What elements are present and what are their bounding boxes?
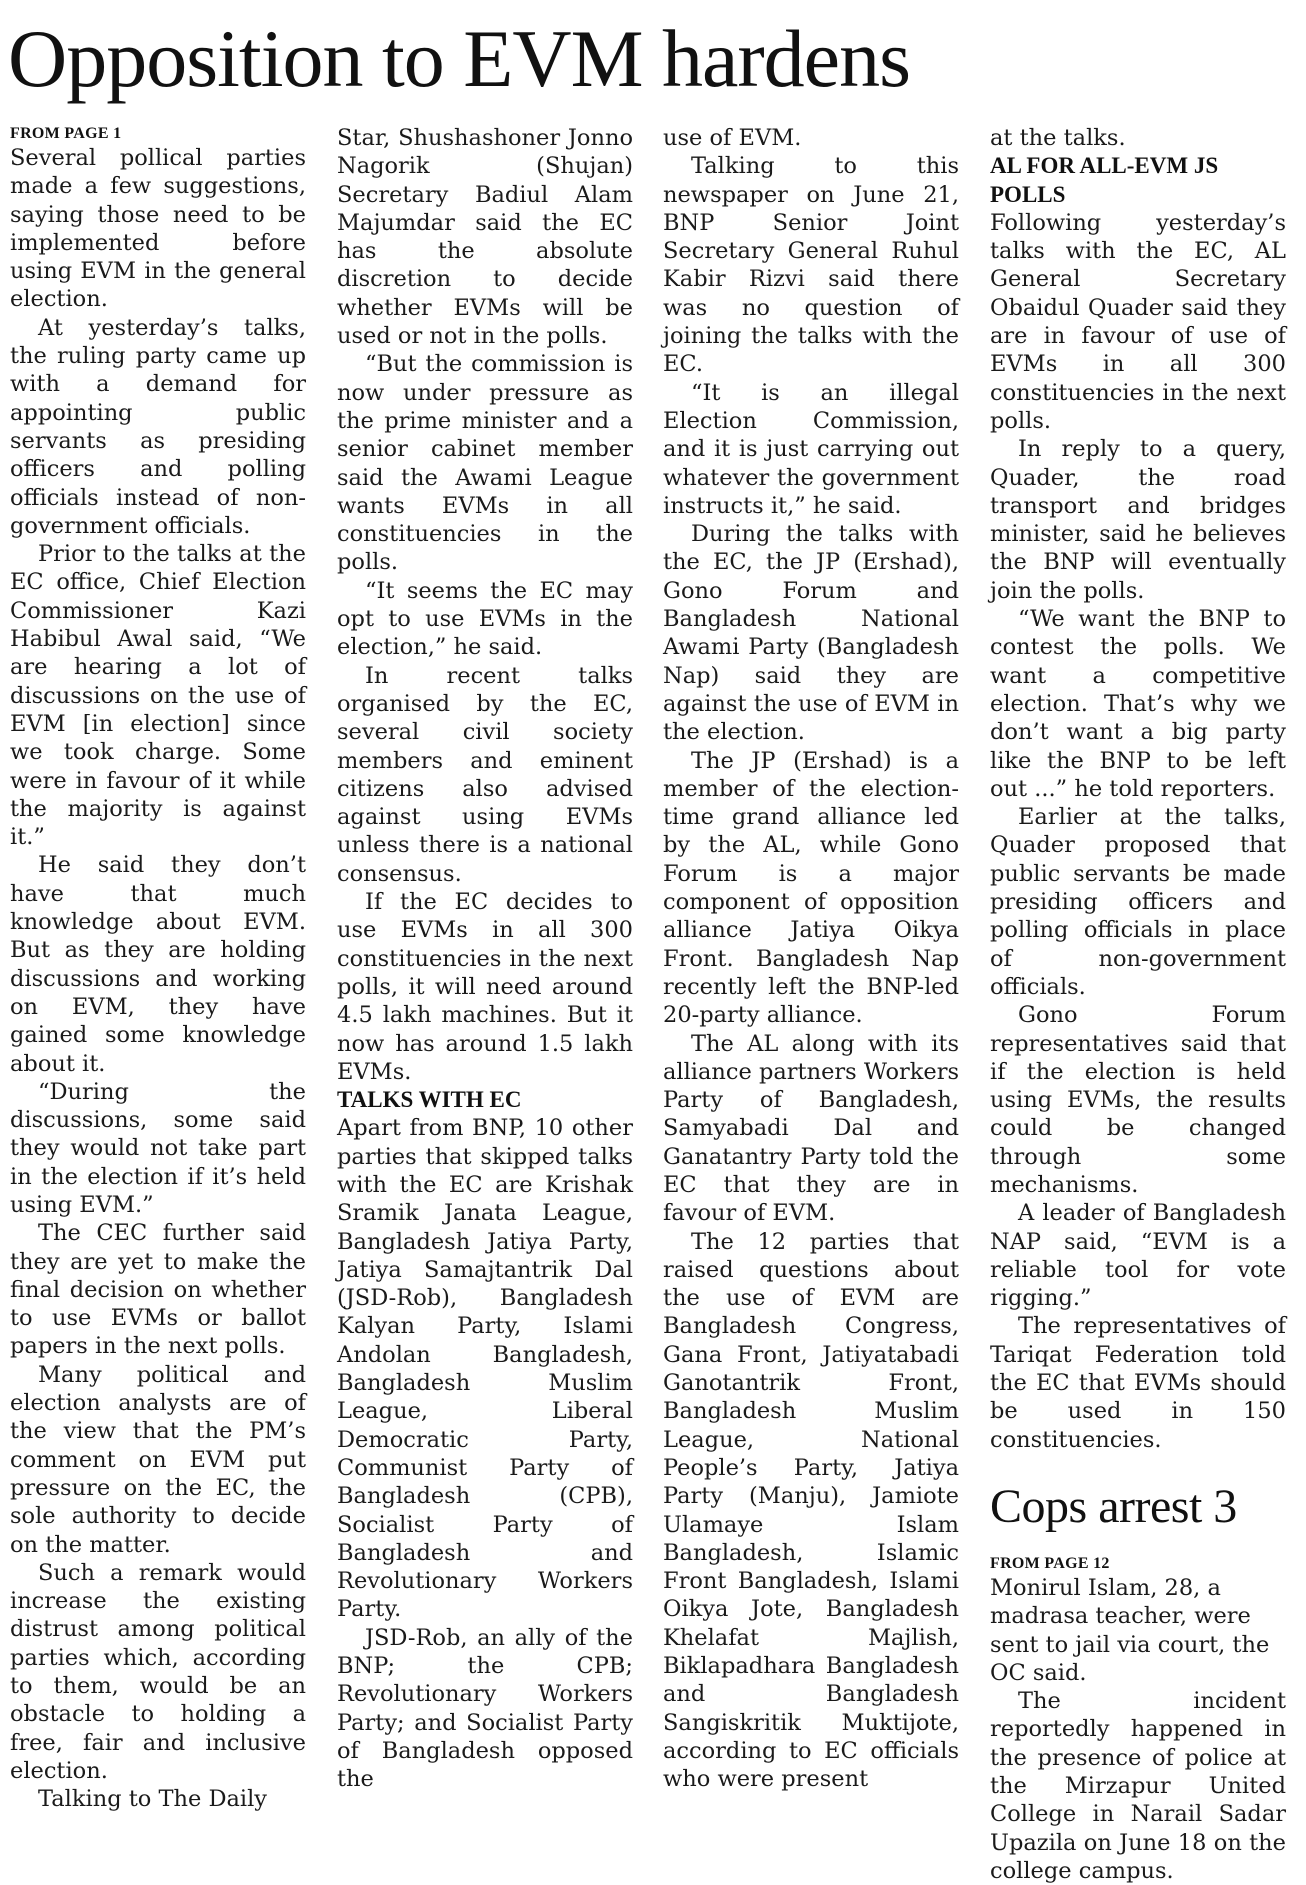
paragraph: The representatives of Tariqat Federation told the EC that EVMs should be used in 150 constituencies. bbox=[990, 1313, 1286, 1453]
paragraph: The AL along with its alliance partners Workers Party of Bangladesh, Samyabadi Dal and Ganatantry Party told the EC that they are in favour of EVM. bbox=[663, 1030, 960, 1227]
paragraph: At yesterday’s talks, the ruling party came up with a demand for appointing public servants as presiding officers and polling officials instead of non-government officials. bbox=[10, 314, 306, 539]
paragraph: The JP (Ershad) is a member of the election-time grand alliance led by the AL, while Gono Forum is a major component of opposition alliance Jatiya Oikya Front. Bangladesh Nap recently left the BNP-led 20-party alliance. bbox=[663, 747, 959, 1029]
secondary-headline: Cops arrest 3 bbox=[990, 1479, 1237, 1533]
article-column-4 bbox=[990, 124, 1286, 1885]
paragraph: Prior to the talks at the EC office, Chief Election Commissioner Kazi Habibul Awal said, “We are hearing a lot of discussions on the use of EVM [in election] since we took charge. Some were in favour of it while the majority is against it.” bbox=[10, 541, 306, 851]
article-column-1 bbox=[10, 124, 306, 1814]
headline: Opposition to EVM hardens bbox=[8, 13, 910, 104]
paragraph: “We want the BNP to contest the polls. We want a competitive election. That’s why we don’t want a big party like the BNP to be left out ...” he told reporters. bbox=[990, 606, 1286, 802]
paragraph: at the talks. bbox=[990, 125, 1126, 151]
paragraph: use of EVM. bbox=[663, 125, 802, 151]
paragraph: The 12 parties that raised questions about the use of EVM are Bangladesh Congress, Gana Front, Jatiyatabadi Ganotantrik Front, Bangladesh Muslim League, National People’s Party, Jatiya Party (Manju), Jamiote Ulamaye Islam Bangladesh, Islamic Front Bangladesh, Islami Oikya Jote, Bangladesh Khelafat Majlish, Biklapadhara Bangladesh and Bangladesh Sangiskritik Muktijote, according to EC officials who were present bbox=[663, 1228, 959, 1793]
paragraph: Talking to this newspaper on June 21, BNP Senior Joint Secretary General Ruhul Kabir Rizvi said there was no question of joining the talks with the EC. bbox=[663, 153, 959, 378]
paragraph: A leader of Bangladesh NAP said, “EVM is a reliable tool for vote rigging.” bbox=[990, 1200, 1286, 1312]
paragraph: Apart from BNP, 10 other parties that skipped talks with the EC are Krishak Sramik Janata League, Bangladesh Jatiya Party, Jatiya Samajtantrik Dal (JSD-Rob), Bangladesh Kalyan Party, Islami Andolan Bangladesh, Bangladesh Muslim League, Liberal Democratic Party, Communist Party of Bangladesh (CPB), Socialist Party of Bangladesh and Revolutionary Workers Party. bbox=[337, 1115, 633, 1623]
paragraph: Star, Shushashoner Jonno Nagorik (Shujan) Secretary Badiul Alam Majumdar said the EC has the absolute discretion to decide whether EVMs will be used or not in the polls. bbox=[337, 125, 633, 350]
jump-label: FROM PAGE 12 bbox=[990, 1554, 1110, 1572]
paragraph: In reply to a query, Quader, the road transport and bridges minister, said he believes the BNP will eventually join the polls. bbox=[990, 436, 1286, 604]
paragraph: “It is an illegal Election Commission, and it is just carrying out whatever the government instructs it,” he said. bbox=[663, 379, 959, 519]
paragraph: “But the commission is now under pressure as the prime minister and a senior cabinet member said the Awami League wants EVMs in all constituencies in the polls. bbox=[337, 351, 633, 576]
paragraph: The incident reportedly happened in the presence of police at the Mirzapur United College in Narail Sadar Upazila on June 18 on the college campus. bbox=[990, 1688, 1286, 1884]
paragraph: In recent talks organised by the EC, several civil society members and eminent citizens also advised against using EVMs unless there is a national consensus. bbox=[337, 662, 633, 887]
paragraph: Earlier at the talks, Quader proposed that public servants be made presiding officers and polling officials in place of non-government officials. bbox=[990, 804, 1286, 1000]
subheading-al-for-all-evm: AL FOR ALL-EVM JS POLLS bbox=[990, 153, 1219, 207]
story-cops-arrest bbox=[990, 1480, 1286, 1885]
jump-label: FROM PAGE 1 bbox=[10, 125, 122, 142]
article-column-2 bbox=[337, 124, 633, 1794]
paragraph: “During the discussions, some said they would not take part in the election if it’s held using EVM.” bbox=[10, 1078, 306, 1218]
paragraph: The CEC further said they are yet to make the final decision on whether to use EVMs or ballot papers in the next polls. bbox=[10, 1220, 306, 1360]
paragraph: JSD-Rob, an ally of the BNP; the CPB; Revolutionary Workers Party; and Socialist Party of Bangladesh opposed the bbox=[337, 1624, 633, 1793]
paragraph: Following yesterday’s talks with the EC, AL General Secretary Obaidul Quader said they are in favour of use of EVMs in all 300 constituencies in the next polls. bbox=[990, 209, 1286, 434]
subheading-talks-with-ec: TALKS WITH EC bbox=[337, 1087, 522, 1113]
paragraph: Such a remark would increase the existing distrust among political parties which, according to them, would be an obstacle to holding a free, fair and inclusive election. bbox=[10, 1559, 306, 1784]
article-column-3 bbox=[663, 124, 959, 1794]
paragraph: Talking to The Daily bbox=[38, 1786, 268, 1813]
paragraph: He said they don’t have that much knowledge about EVM. But as they are holding discussions and working on EVM, they have gained some knowledge about it. bbox=[10, 852, 306, 1077]
paragraph: Gono Forum representatives said that if the election is held using EVMs, the results could be changed through some mechanisms. bbox=[990, 1002, 1286, 1198]
paragraph: During the talks with the EC, the JP (Ershad), Gono Forum and Bangladesh National Awami Party (Bangladesh Nap) said they are against the use of EVM in the election. bbox=[663, 521, 959, 746]
paragraph: Many political and election analysts are of the view that the PM’s comment on EVM put pressure on the EC, the sole authority to decide on the matter. bbox=[10, 1361, 306, 1558]
paragraph: Monirul Islam, 28, a madrasa teacher, were sent to jail via court, the OC said. bbox=[990, 1574, 1270, 1686]
paragraph: “It seems the EC may opt to use EVMs in the election,” he said. bbox=[337, 577, 633, 661]
paragraph: Several pollical parties made a few suggestions, saying those need to be implemented before using EVM in the general election. bbox=[10, 145, 306, 313]
paragraph: If the EC decides to use EVMs in all 300 constituencies in the next polls, it will need around 4.5 lakh machines. But it now has around 1.5 lakh EVMs. bbox=[337, 889, 633, 1085]
